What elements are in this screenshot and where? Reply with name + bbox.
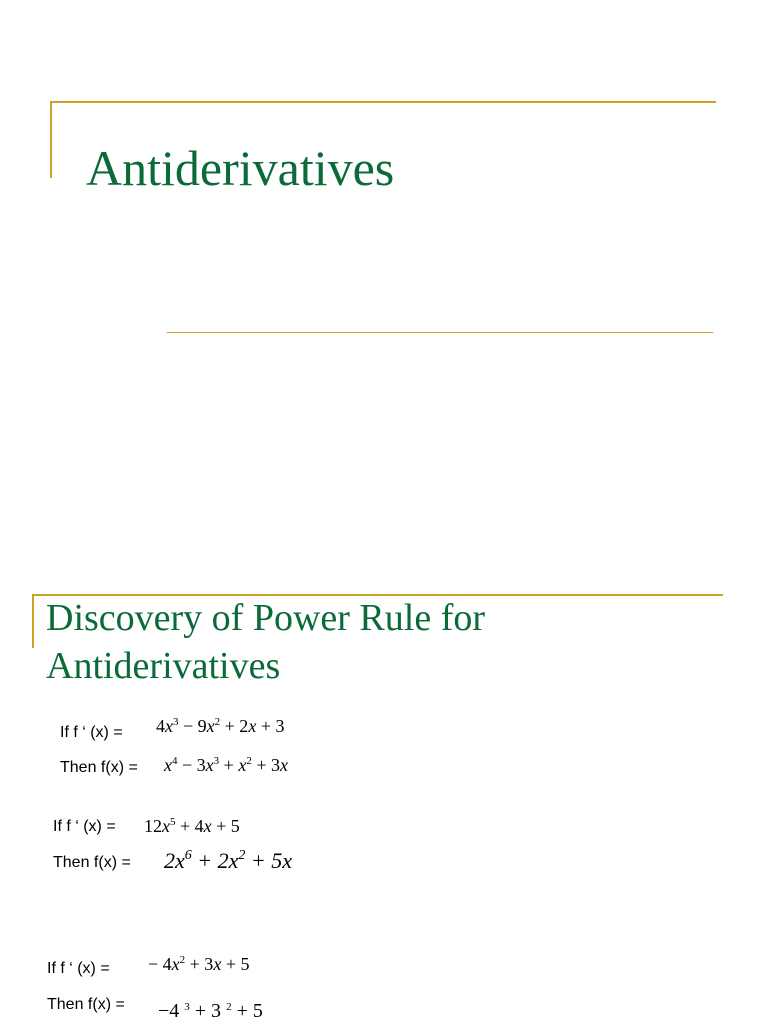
title-line-2: Antiderivatives [46,645,281,687]
example-1-derivative: $4x^3 - 9x^2 + 2x + 3$ [156,716,285,736]
example-2-then-label: Then f(x) = [53,854,131,871]
example-2-function: $2x^6 + 2x^2 + 5x$ [164,848,293,873]
example-2-if-label: If f ‘ (x) = [53,818,116,835]
example-3-then-label: Then f(x) = [47,996,125,1013]
example-2-derivative: $12x^5 + 4x + 5$ [144,816,240,836]
example-1-then-label: Then f(x) = [60,759,138,776]
slide-title: Antiderivatives [86,140,395,196]
example-3-if-label: If f ‘ (x) = [47,960,110,977]
slide-title [46,594,726,690]
top-accent-line [51,101,716,103]
example-1-function: $x^4 - 3x^3 + x^2 + 3x$ [164,755,288,775]
example-1-if-label: If f ‘ (x) = [60,724,123,741]
bottom-accent-line [167,332,713,333]
example-3-derivative: − $4x^2 + 3x + 5$ [148,954,250,974]
example-3-function: −4 $^3$ + 3 $^2$ + 5 [158,1000,263,1022]
left-accent-line [50,101,52,178]
left-accent-line [32,594,34,648]
power-rule-slide [0,560,768,1024]
title-line-1: Discovery of Power Rule for [46,597,486,639]
